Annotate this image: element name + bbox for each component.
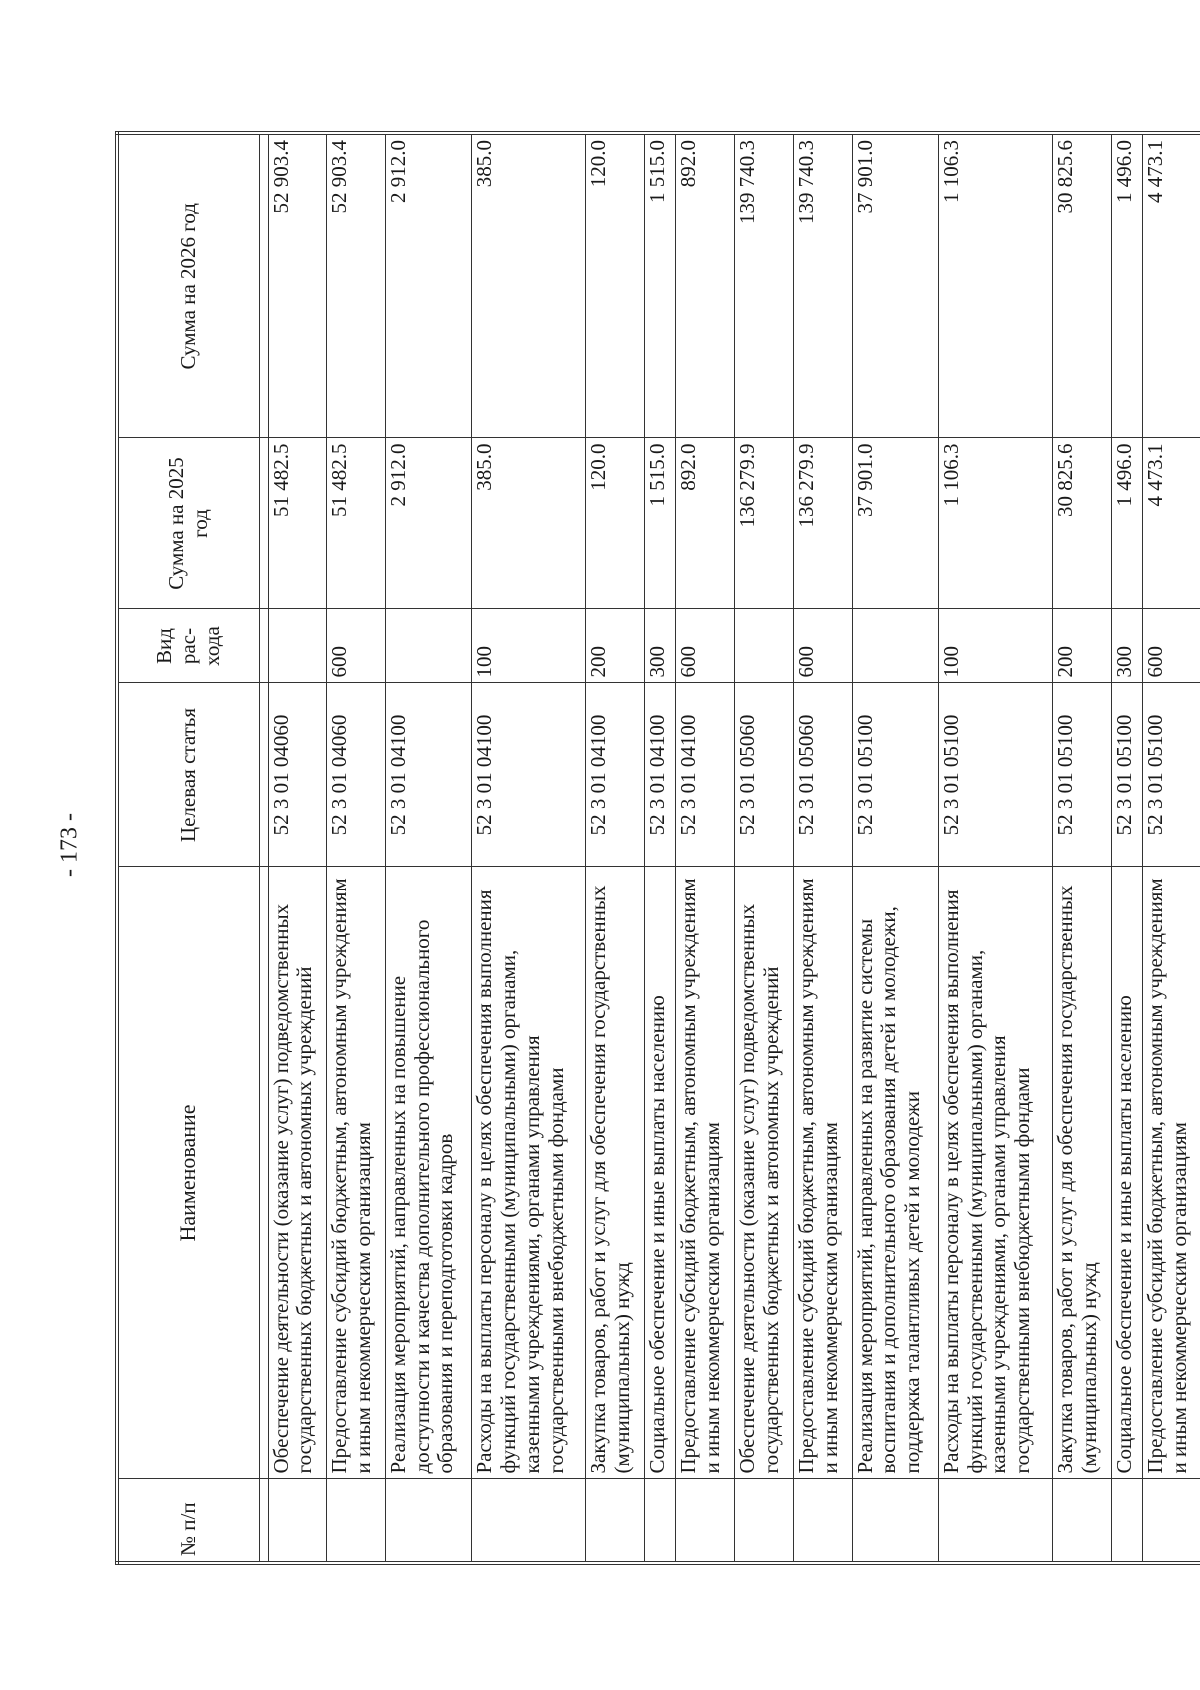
- row-name: Обеспечение деятельности (оказание услуг) подведомственных государственных бюджетных и автономных учреждений: [268, 867, 327, 1479]
- table-row: [268, 133, 327, 1563]
- header-name: Наименование: [117, 867, 259, 1479]
- row-sum-2025: 120.0: [586, 438, 645, 609]
- row-sum-2026: 139 740.3: [793, 133, 852, 438]
- row-expense-type: 100: [472, 609, 586, 683]
- row-target-article: 52 3 01 04100: [645, 683, 676, 867]
- row-num: [852, 1479, 938, 1563]
- separator-cell: [259, 133, 268, 438]
- row-target-article: 52 3 01 05100: [1052, 683, 1111, 867]
- separator-cell: [259, 683, 268, 867]
- row-sum-2026: 139 740.3: [735, 133, 794, 438]
- row-name: Социальное обеспечение и иные выплаты населению: [645, 867, 676, 1479]
- row-num: [586, 1479, 645, 1563]
- row-sum-2025: 136 279.9: [735, 438, 794, 609]
- row-sum-2025: 136 279.9: [793, 438, 852, 609]
- row-name: Предоставление субсидий бюджетным, автономным учреждениям и иным некоммерческим организациям: [676, 867, 735, 1479]
- table-row: [327, 133, 386, 1563]
- row-num: [327, 1479, 386, 1563]
- row-num: [938, 1479, 1052, 1563]
- row-num: [472, 1479, 586, 1563]
- table-row: [1052, 133, 1111, 1563]
- row-name: Расходы на выплаты персоналу в целях обеспечения выполнения функций государственными (муниципальными) органами, казенными учреждениями, органами управления государственными внебюджетными фондами: [938, 867, 1052, 1479]
- page-number: - 173 -: [56, 813, 83, 877]
- table-row: [472, 133, 586, 1563]
- header-kind: Вид рас-хода: [117, 609, 259, 683]
- table-row: [586, 133, 645, 1563]
- table-row: [793, 133, 852, 1563]
- row-num: [268, 1479, 327, 1563]
- row-expense-type: 600: [793, 609, 852, 683]
- row-target-article: 52 3 01 05060: [735, 683, 794, 867]
- row-target-article: 52 3 01 04060: [268, 683, 327, 867]
- row-sum-2025: 51 482.5: [268, 438, 327, 609]
- row-expense-type: 600: [1142, 609, 1200, 683]
- row-num: [735, 1479, 794, 1563]
- row-num: [676, 1479, 735, 1563]
- row-sum-2026: 892.0: [676, 133, 735, 438]
- row-target-article: 52 3 01 05100: [1142, 683, 1200, 867]
- row-sum-2025: 30 825.6: [1052, 438, 1111, 609]
- table-row: [1111, 133, 1142, 1563]
- row-name: Предоставление субсидий бюджетным, автономным учреждениям и иным некоммерческим организациям: [327, 867, 386, 1479]
- table-row: [852, 133, 938, 1563]
- row-sum-2026: 30 825.6: [1052, 133, 1111, 438]
- row-sum-2025: 51 482.5: [327, 438, 386, 609]
- separator-cell: [259, 438, 268, 609]
- row-name: Реализация мероприятий, направленных на развитие системы воспитания и дополнительного образования детей и молодежи, поддержка талантливых детей и молодежи: [852, 867, 938, 1479]
- row-num: [1142, 1479, 1200, 1563]
- header-code: Целевая статья: [117, 683, 259, 867]
- budget-table: [115, 131, 1200, 1565]
- row-name: Социальное обеспечение и иные выплаты населению: [1111, 867, 1142, 1479]
- header-sum-2025: Сумма на 2025 год: [117, 438, 259, 609]
- row-num: [793, 1479, 852, 1563]
- row-sum-2026: 1 515.0: [645, 133, 676, 438]
- header-separator-row: [259, 133, 268, 1563]
- row-expense-type: 600: [327, 609, 386, 683]
- table-container: [115, 135, 1200, 1565]
- row-name: Обеспечение деятельности (оказание услуг) подведомственных государственных бюджетных и автономных учреждений: [735, 867, 794, 1479]
- row-target-article: 52 3 01 05060: [793, 683, 852, 867]
- separator-cell: [259, 1479, 268, 1563]
- row-sum-2025: 1 106.3: [938, 438, 1052, 609]
- row-expense-type: 300: [645, 609, 676, 683]
- header-sum-2026: Сумма на 2026 год: [117, 133, 259, 438]
- row-sum-2026: 1 106.3: [938, 133, 1052, 438]
- table-row: [1142, 133, 1200, 1563]
- row-sum-2026: 1 496.0: [1111, 133, 1142, 438]
- row-num: [1111, 1479, 1142, 1563]
- table-row: [938, 133, 1052, 1563]
- row-sum-2026: 52 903.4: [268, 133, 327, 438]
- row-sum-2026: 52 903.4: [327, 133, 386, 438]
- row-sum-2026: 120.0: [586, 133, 645, 438]
- row-target-article: 52 3 01 05100: [938, 683, 1052, 867]
- row-num: [386, 1479, 472, 1563]
- row-sum-2026: 37 901.0: [852, 133, 938, 438]
- row-num: [1052, 1479, 1111, 1563]
- row-expense-type: [852, 609, 938, 683]
- separator-cell: [259, 867, 268, 1479]
- separator-cell: [259, 609, 268, 683]
- row-sum-2025: 2 912.0: [386, 438, 472, 609]
- row-name: Реализация мероприятий, направленных на повышение доступности и качества дополнительного профессионального образования и переподготовки кадров: [386, 867, 472, 1479]
- row-num: [645, 1479, 676, 1563]
- table-row: [386, 133, 472, 1563]
- row-sum-2025: 1 515.0: [645, 438, 676, 609]
- header-num: № п/п: [117, 1479, 259, 1563]
- row-sum-2025: 1 496.0: [1111, 438, 1142, 609]
- row-expense-type: [268, 609, 327, 683]
- row-target-article: 52 3 01 05100: [852, 683, 938, 867]
- row-name: Расходы на выплаты персоналу в целях обеспечения выполнения функций государственными (муниципальными) органами, казенными учреждениями, органами управления государственными внебюджетными фондами: [472, 867, 586, 1479]
- table-row: [645, 133, 676, 1563]
- row-target-article: 52 3 01 04100: [586, 683, 645, 867]
- row-target-article: 52 3 01 04100: [386, 683, 472, 867]
- row-expense-type: 300: [1111, 609, 1142, 683]
- header-row: [117, 133, 259, 1563]
- row-expense-type: [386, 609, 472, 683]
- row-sum-2026: 385.0: [472, 133, 586, 438]
- row-sum-2025: 385.0: [472, 438, 586, 609]
- row-target-article: 52 3 01 04100: [472, 683, 586, 867]
- row-sum-2025: 37 901.0: [852, 438, 938, 609]
- row-target-article: 52 3 01 04100: [676, 683, 735, 867]
- row-expense-type: 200: [586, 609, 645, 683]
- row-target-article: 52 3 01 04060: [327, 683, 386, 867]
- row-expense-type: 100: [938, 609, 1052, 683]
- row-sum-2025: 892.0: [676, 438, 735, 609]
- table-row: [735, 133, 794, 1563]
- row-sum-2026: 4 473.1: [1142, 133, 1200, 438]
- row-expense-type: 600: [676, 609, 735, 683]
- row-expense-type: 200: [1052, 609, 1111, 683]
- row-name: Закупка товаров, работ и услуг для обеспечения государственных (муниципальных) нужд: [586, 867, 645, 1479]
- row-expense-type: [735, 609, 794, 683]
- row-sum-2025: 4 473.1: [1142, 438, 1200, 609]
- row-name: Закупка товаров, работ и услуг для обеспечения государственных (муниципальных) нужд: [1052, 867, 1111, 1479]
- table-row: [676, 133, 735, 1563]
- row-sum-2026: 2 912.0: [386, 133, 472, 438]
- row-name: Предоставление субсидий бюджетным, автономным учреждениям и иным некоммерческим организациям: [793, 867, 852, 1479]
- row-target-article: 52 3 01 05100: [1111, 683, 1142, 867]
- row-name: Предоставление субсидий бюджетным, автономным учреждениям и иным некоммерческим организациям: [1142, 867, 1200, 1479]
